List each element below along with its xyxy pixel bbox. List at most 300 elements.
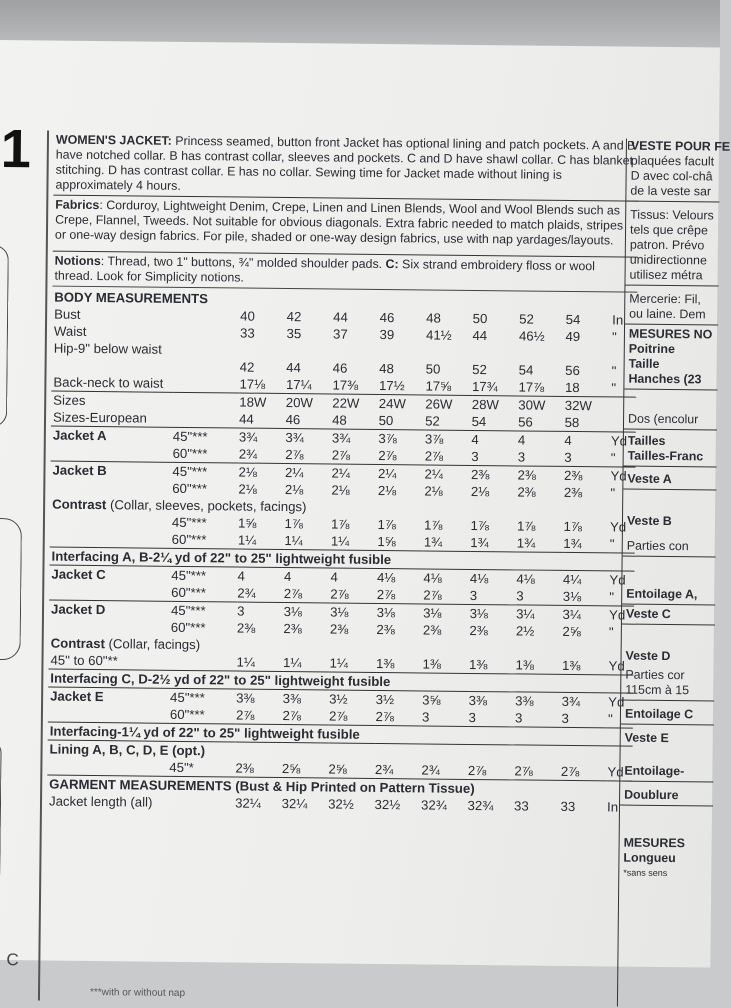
size-value: 2¼ — [285, 464, 332, 482]
size-value: 3⅛ — [470, 604, 517, 622]
size-value: 3⅞ — [378, 429, 425, 447]
size-value: 2⅜ — [469, 622, 488, 639]
size-value: 2⅜ — [563, 484, 583, 501]
size-value: 54 — [518, 362, 534, 378]
size-value: 3¾ — [285, 429, 332, 447]
size-value: 3 — [517, 449, 526, 465]
size-value: 2⅜ — [471, 465, 518, 483]
french-line: VESTE POUR FE — [630, 138, 731, 154]
size-value: 1⅜ — [515, 657, 534, 673]
size-value: 1⅞ — [516, 518, 536, 534]
size-value: 3 — [564, 449, 572, 466]
divider — [624, 389, 717, 391]
size-value: 17⅝ — [425, 378, 452, 394]
interfacing-ab-text: Interfacing A, B-2¼ yd of 22" to 25" lightweight fusible — [50, 547, 635, 571]
size-value: 3¾ — [332, 429, 379, 447]
fabric-width: 60"*** — [171, 584, 207, 601]
unit: " — [607, 711, 613, 727]
row-label: Jacket D — [49, 600, 171, 619]
french-line: *sans sens — [623, 867, 668, 879]
size-value: 33 — [560, 798, 576, 815]
lining-label-text: Lining A, B, C, D, E (opt.) — [47, 740, 632, 764]
size-value: 3⅛ — [562, 588, 582, 605]
size-value: 2⅞ — [424, 448, 444, 464]
size-value: 3 — [421, 709, 430, 725]
size-value: 32½ — [328, 796, 354, 812]
size-value: 46 — [332, 360, 348, 376]
size-value: 1⅜ — [469, 656, 488, 673]
english-column — [47, 133, 639, 816]
size-value: 54 — [565, 311, 581, 328]
size-value: 1¼ — [283, 654, 302, 671]
french-line: Entoilage- — [624, 763, 685, 779]
french-line: Tailles — [627, 433, 666, 448]
size-value: 1⅝ — [377, 533, 396, 550]
french-line: Entoilage C — [624, 706, 694, 722]
fabric-width: 45"* — [169, 759, 194, 776]
jacket-sketch-icon — [0, 245, 9, 427]
french-line: 115cm à 15 — [625, 682, 690, 698]
size-value: 2⅛ — [238, 463, 285, 481]
row-label — [51, 444, 173, 463]
size-value: 3 — [514, 710, 523, 726]
size-value: 32¼ — [235, 795, 261, 811]
row-label: Sizes-European — [52, 409, 147, 426]
size-value: 33 — [239, 325, 255, 341]
size-value: 1⅞ — [377, 516, 396, 533]
divider — [620, 781, 713, 783]
size-value: 3⅜ — [283, 689, 330, 707]
size-value: 2½ — [515, 623, 535, 639]
size-value: 18W — [239, 393, 286, 411]
row-label: Back-neck to waist — [53, 374, 164, 391]
french-line: Veste B — [626, 513, 672, 529]
row-label — [47, 758, 169, 777]
unit: " — [610, 485, 616, 501]
divider — [623, 556, 716, 558]
unit: " — [610, 450, 616, 466]
divider — [625, 285, 718, 287]
row-label — [50, 513, 172, 531]
unit: Yd — [610, 467, 635, 485]
size-value: 3½ — [329, 690, 376, 708]
interfacing-cd-text: Interfacing C, D-2½ yd of 22" to 25" lightweight fusible — [48, 669, 633, 693]
size-value: 2⅞ — [285, 447, 304, 463]
size-value: 4 — [330, 568, 377, 586]
size-value: 32¾ — [421, 797, 447, 813]
size-value: 28W — [472, 395, 519, 413]
french-line: Hanches (23 — [628, 371, 702, 387]
size-value: 48 — [426, 310, 441, 326]
size-value: 1¼ — [237, 532, 257, 548]
fabric-width — [174, 324, 240, 342]
size-value: 50 — [378, 412, 394, 429]
contrast-b-note: (Collar, sleeves, pockets, facings) — [106, 497, 307, 515]
size-value: 1⅜ — [376, 655, 395, 672]
size-value: 2⅛ — [284, 482, 304, 498]
row-label: Jacket length (all) — [48, 793, 153, 810]
size-value: 2⅞ — [560, 763, 580, 780]
fabrics-label: Fabrics — [55, 197, 100, 213]
notions — [52, 254, 637, 290]
size-value: 32¼ — [281, 795, 308, 812]
size-value: 4 — [284, 568, 331, 586]
view-letter: C — [6, 950, 19, 970]
contrast-d-label: Contrast — [50, 635, 105, 652]
fabric-width: 45"*** — [172, 462, 238, 480]
size-value: 42 — [239, 359, 255, 375]
french-line: Doublure — [624, 787, 679, 803]
size-value: 52 — [519, 311, 534, 327]
size-value: 2⅛ — [470, 483, 490, 500]
size-value: 4⅛ — [423, 569, 470, 587]
size-value: 3¾ — [562, 692, 609, 710]
french-line: Dos (encolur — [627, 411, 699, 427]
row-label: Jacket C — [49, 565, 171, 584]
size-value: 2¾ — [238, 446, 258, 462]
unit: In — [612, 312, 624, 328]
unit: Yd — [607, 764, 624, 780]
size-value: 46 — [285, 412, 301, 428]
unit: In — [607, 799, 619, 815]
french-line: Veste C — [625, 606, 671, 622]
hip-label-text: Hip-9" below waist — [53, 340, 162, 357]
size-value: 1⅞ — [284, 516, 303, 532]
french-line: Veste D — [625, 648, 671, 664]
garment-heading-text: GARMENT MEASUREMENTS (Bust & Hip Printed on Pattern Tissue) — [47, 775, 632, 799]
size-value: 1¼ — [284, 533, 303, 549]
size-value: 2⅝ — [281, 760, 301, 777]
size-value: 2⅜ — [235, 760, 254, 776]
size-value: 1⅞ — [330, 516, 350, 532]
view-number: 1 — [0, 119, 32, 180]
size-value: 48 — [332, 412, 347, 428]
fabric-width: 45"*** — [171, 601, 237, 619]
row-label — [48, 705, 170, 724]
size-value: 3 — [237, 602, 284, 620]
size-value: 50 — [425, 361, 441, 377]
size-value: 42 — [286, 309, 302, 325]
size-value: 2⅜ — [283, 621, 302, 637]
divider — [624, 466, 717, 468]
size-value: 2¾ — [421, 762, 440, 778]
size-value: 3 — [471, 448, 479, 465]
size-value: 3⅛ — [377, 603, 424, 621]
size-value: 4¼ — [563, 570, 610, 588]
size-value: 3¾ — [239, 428, 286, 446]
fabric-width — [173, 375, 239, 393]
row-label: Waist — [53, 323, 87, 339]
size-value: 32½ — [374, 796, 401, 813]
french-line: Taille — [628, 356, 660, 371]
size-value: 4 — [518, 431, 565, 449]
notions-c-text: Six strand embroidery floss or wool thread. Look for Simplicity notions. — [54, 257, 595, 285]
notions-label: Notions — [54, 253, 101, 269]
fabrics-text: : Corduroy, Lightweight Denim, Crepe, Linen and Linen Blends, Wool and Wool Blends such as Crepe, Flannel, Tweeds. Not suitable for obvious diagonals. Extra fabric needed to match plaids, stripes or one-way design fabrics. For pile, shaded or one-way design fabrics, use with nap yardages/layouts. — [54, 198, 624, 248]
size-value: 2¼ — [424, 465, 471, 483]
size-value: 2¾ — [237, 585, 256, 601]
size-value: 2⅜ — [517, 466, 564, 484]
fabric-width — [173, 410, 239, 428]
size-value: 4⅛ — [377, 568, 424, 586]
fabric-width: 60"*** — [169, 706, 205, 723]
divider — [621, 700, 714, 702]
interfacing-e-text: Interfacing-1¼ yd of 22" to 25" lightweight fusible — [48, 722, 633, 746]
size-value: 2⅜ — [517, 484, 536, 500]
size-value: 2⅜ — [422, 622, 442, 638]
french-line: D avec col-châ — [630, 168, 713, 184]
row-label — [50, 479, 172, 497]
fabric-width: 45"*** — [171, 514, 207, 531]
size-value: 2⅛ — [238, 481, 257, 497]
row-label: Sizes — [51, 391, 173, 410]
row-label: Bust — [54, 306, 81, 322]
size-value: 44 — [239, 411, 254, 427]
size-value: 17⅞ — [518, 379, 545, 395]
size-value: 3 — [469, 587, 478, 604]
fabric-width: 60"*** — [171, 531, 207, 548]
size-value: 2⅞ — [331, 447, 351, 463]
size-value: 22W — [332, 394, 379, 412]
size-value: 3⅝ — [422, 691, 469, 709]
size-value: 3⅜ — [469, 691, 516, 709]
size-value: 2⅞ — [282, 707, 301, 724]
fabric-width: 45" to 60"** — [50, 652, 118, 669]
size-value: 1⅞ — [563, 518, 582, 535]
size-value: 4 — [471, 430, 518, 448]
row-label — [49, 583, 171, 602]
fabric-width — [173, 358, 239, 376]
size-value: 44 — [472, 327, 488, 344]
jacket-sketch-icon — [0, 740, 2, 912]
row-label — [50, 530, 172, 549]
size-value: 44 — [333, 309, 348, 325]
french-line: Parties con — [626, 538, 689, 554]
size-value: 2⅝ — [562, 623, 581, 640]
french-line: MESURES — [623, 835, 685, 851]
size-value: 2⅜ — [236, 620, 256, 636]
unit: " — [609, 589, 615, 605]
unit: " — [611, 329, 617, 345]
size-value: 3⅜ — [236, 689, 283, 707]
size-value: 2⅞ — [423, 587, 442, 603]
french-line: MESURES NO — [628, 326, 713, 342]
size-value: 2⅞ — [376, 586, 396, 603]
size-value: 52 — [425, 413, 440, 429]
size-value: 1¾ — [470, 534, 489, 551]
size-value: 3¼ — [516, 605, 563, 623]
fabric-width: 60"*** — [172, 480, 208, 497]
unit: Yd — [608, 658, 625, 674]
size-value: 1⅜ — [561, 657, 581, 674]
unit: Yd — [609, 519, 627, 535]
french-line: Tailles-Franc — [627, 448, 704, 464]
fabrics — [53, 198, 638, 249]
notions-c-label: C: — [385, 257, 399, 272]
size-value: 4⅛ — [516, 570, 563, 588]
fabric-width — [169, 794, 235, 812]
size-value: 1¾ — [563, 535, 582, 552]
row-label: Jacket E — [48, 687, 170, 706]
size-value: 2⅞ — [328, 708, 348, 724]
french-line: Parties cor — [625, 667, 685, 683]
size-value: 56 — [565, 362, 580, 379]
size-value: 3⅛ — [284, 603, 331, 621]
size-value: 2⅞ — [514, 763, 533, 779]
size-value: 3 — [468, 709, 476, 726]
size-value: 17½ — [378, 377, 405, 394]
fabric-width: 45"*** — [170, 688, 236, 706]
size-value: 49 — [565, 328, 581, 345]
column-divider — [38, 130, 49, 1000]
size-value: 1⅞ — [423, 517, 443, 533]
size-value: 1¼ — [330, 533, 350, 549]
french-line: Mercerie: Fil, — [629, 291, 702, 307]
size-value: 2⅞ — [378, 447, 397, 464]
pattern-envelope-page — [0, 40, 731, 999]
size-value: 1¾ — [423, 534, 443, 550]
unit: Yd — [608, 693, 633, 711]
size-value: 17⅛ — [239, 376, 266, 392]
unit: " — [611, 380, 617, 396]
size-value: 50 — [472, 310, 488, 327]
french-line: Entoilage A, — [626, 586, 698, 602]
size-value: 32¾ — [467, 797, 494, 814]
size-value: 56 — [518, 414, 533, 430]
size-value: 2⅞ — [375, 708, 394, 725]
size-value: 41½ — [425, 327, 452, 343]
french-line: patron. Prévo — [629, 237, 705, 253]
description — [53, 133, 639, 199]
size-value: 17¾ — [471, 378, 498, 395]
row-label: Jacket B — [50, 461, 172, 480]
size-value: 2⅝ — [328, 761, 347, 777]
size-value: 46 — [379, 309, 395, 326]
french-line: Longueu — [623, 850, 676, 866]
size-value: 3⅛ — [423, 604, 470, 622]
size-value: 4 — [237, 567, 284, 585]
size-value: 1⅝ — [237, 515, 257, 531]
size-value: 2⅞ — [283, 586, 303, 602]
size-value: 3¼ — [563, 605, 610, 623]
size-value: 1¾ — [516, 535, 536, 551]
fabric-width: 45"*** — [173, 427, 239, 445]
unit: Yd — [611, 432, 636, 450]
contrast-b-label: Contrast — [52, 496, 107, 513]
size-value: 3 — [516, 588, 524, 604]
divider — [620, 805, 713, 807]
size-value: 32W — [565, 396, 612, 414]
size-value: 2⅜ — [376, 621, 395, 638]
fabric-width: 45"*** — [171, 566, 237, 584]
size-value: 1¼ — [236, 654, 256, 670]
size-value: 30W — [518, 396, 565, 414]
divider — [622, 604, 715, 606]
unit: Yd — [609, 606, 634, 624]
divider — [626, 201, 719, 203]
size-value: 3 — [561, 710, 569, 726]
fabric-width — [173, 392, 239, 410]
size-value: 2¼ — [331, 464, 378, 482]
size-value: 46½ — [518, 328, 545, 344]
french-line: ou laine. Dem — [629, 306, 706, 322]
size-value: 37 — [332, 326, 348, 342]
french-column — [617, 138, 731, 1008]
contrast-d-note: (Collar, facings) — [104, 636, 201, 653]
description-title: WOMEN'S JACKET: — [55, 132, 172, 148]
french-line: unidirectionne — [629, 252, 707, 268]
size-value: 48 — [379, 360, 394, 377]
footnote: ***with or without nap — [89, 986, 186, 999]
unit: " — [611, 363, 617, 379]
size-value: 17⅜ — [332, 377, 359, 393]
row-label — [52, 357, 174, 375]
size-value: 1⅞ — [470, 517, 489, 534]
size-value: 40 — [240, 308, 255, 324]
size-value: 2⅛ — [331, 482, 350, 498]
french-line: utilisez métra — [629, 267, 703, 283]
divider — [625, 324, 718, 326]
jacket-sketch-icon — [0, 518, 22, 660]
size-value: 1⅜ — [422, 656, 442, 672]
size-value: 2⅜ — [329, 621, 349, 637]
row-label: Jacket A — [51, 426, 173, 445]
french-line: plaquées facult — [630, 153, 715, 169]
french-line: de la veste sar — [630, 183, 712, 199]
size-value: 2¼ — [378, 464, 425, 482]
size-value: 20W — [286, 394, 333, 412]
size-value: 2⅛ — [424, 483, 443, 499]
size-value: 52 — [472, 361, 487, 378]
row-label — [49, 618, 171, 636]
unit: " — [608, 624, 614, 640]
size-value: 58 — [564, 414, 580, 431]
divider — [622, 624, 715, 626]
body-measurements-heading-text: BODY MEASUREMENTS — [54, 289, 209, 307]
unit: " — [609, 536, 615, 552]
size-value: 3⅞ — [425, 430, 472, 448]
size-value: 44 — [286, 360, 301, 376]
size-value: 3⅜ — [515, 692, 562, 710]
size-value: 33 — [514, 798, 529, 814]
size-value: 39 — [379, 326, 395, 343]
measurement-table — [47, 289, 637, 816]
size-value: 4⅛ — [470, 569, 517, 587]
description-text: Princess seamed, button front Jacket has optional lining and patch pockets. A and B have notched collar. B has contrast collar, sleeves and pockets. C and D have shawl collar. C has blanket stitching. D has contrast collar. E has no collar. Sewing time for Jacket made without lining is approximately 4 hours. — [55, 133, 636, 193]
size-value: 18 — [564, 379, 580, 396]
divider — [623, 489, 716, 491]
size-value: 2⅞ — [235, 707, 255, 723]
size-value: 2⅞ — [330, 586, 349, 602]
french-line: tels que crêpe — [629, 222, 708, 238]
notions-text: : Thread, two 1" buttons, ¾" molded shoulder pads. — [100, 254, 386, 272]
size-value: 35 — [286, 326, 302, 342]
divider — [624, 429, 717, 431]
size-value: 26W — [425, 395, 472, 413]
size-value: 2⅜ — [564, 466, 611, 484]
unit: Yd — [609, 571, 634, 589]
size-value: 1¼ — [329, 655, 349, 671]
fabric-width: 60"*** — [170, 619, 206, 636]
fabric-width — [174, 307, 240, 325]
divider — [621, 724, 714, 726]
size-value: 2¾ — [374, 761, 394, 778]
french-line: Veste A — [627, 471, 672, 487]
french-line: Poitrine — [628, 341, 676, 357]
french-line: Tissus: Velours — [630, 207, 714, 223]
size-value: 54 — [471, 413, 487, 430]
french-line: Veste E — [624, 730, 669, 746]
